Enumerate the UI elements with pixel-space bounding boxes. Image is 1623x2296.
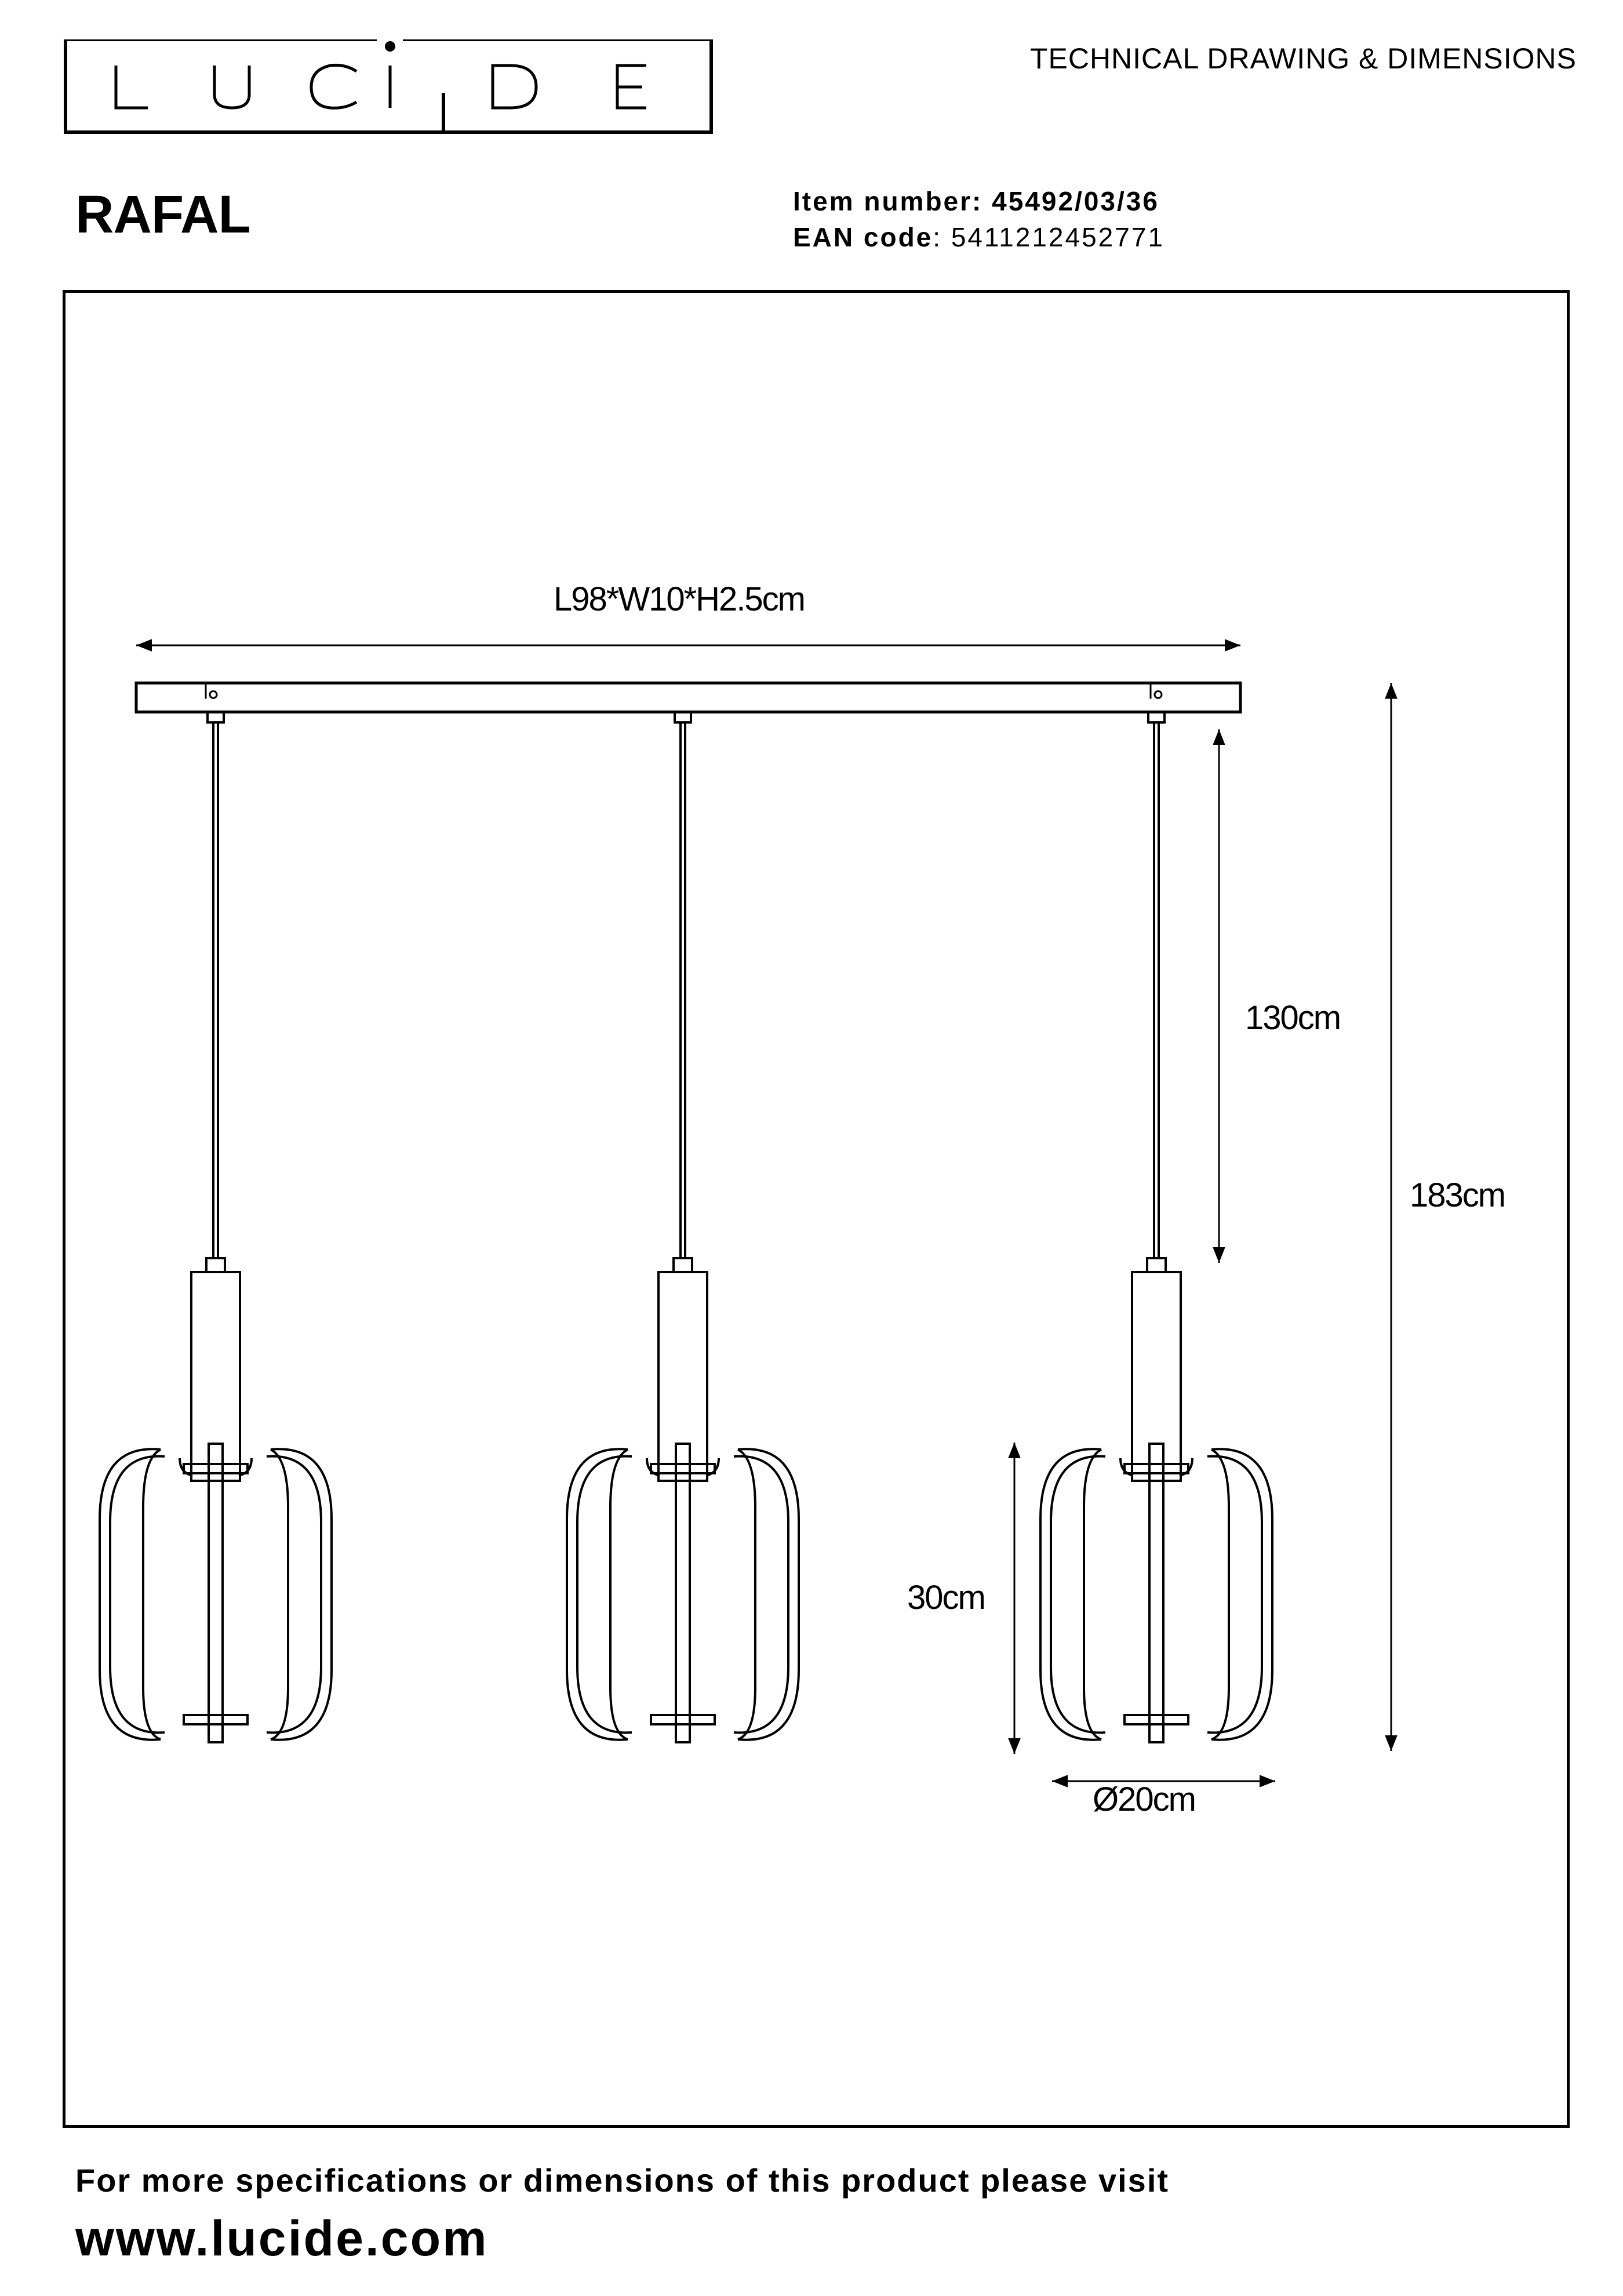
- lamp-holder: [658, 1272, 707, 1481]
- ceiling-bar: [136, 683, 1240, 712]
- total-height-label: 183cm: [1410, 1176, 1505, 1214]
- shade-outer-right: [1211, 1449, 1272, 1739]
- shade-diameter-label: Ø20cm: [1093, 1781, 1195, 1818]
- top-plate: [184, 1464, 248, 1473]
- pendant-2: [567, 712, 799, 1742]
- top-plate: [1125, 1464, 1188, 1473]
- holder-cap: [1147, 1258, 1166, 1272]
- shade-inner-right: [734, 1456, 788, 1733]
- shade-inner-left: [1051, 1456, 1105, 1733]
- center-rod: [1149, 1444, 1163, 1742]
- slat-left: [143, 1449, 161, 1739]
- slat-left: [610, 1449, 628, 1739]
- shade-outer-left: [567, 1449, 628, 1739]
- slat-left: [1084, 1449, 1101, 1739]
- pendant-3: [1040, 712, 1272, 1742]
- cable-length-label: 130cm: [1245, 999, 1341, 1037]
- lamp-holder: [1132, 1272, 1181, 1481]
- shade-inner-left: [110, 1456, 165, 1733]
- ean-code-label: EAN code: [793, 222, 933, 252]
- pendants-group: [100, 712, 1272, 1742]
- slat-right: [1211, 1449, 1229, 1739]
- ean-code-value: : 5411212452771: [933, 222, 1165, 252]
- bottom-plate: [651, 1715, 715, 1724]
- shade-outer-left: [1040, 1449, 1101, 1739]
- center-rod: [209, 1444, 223, 1742]
- bar-dimension-label: L98*W10*H2.5cm: [554, 580, 805, 618]
- cable-connector: [675, 712, 691, 722]
- item-number-label: Item number:: [793, 186, 983, 216]
- holder-cap: [674, 1258, 692, 1272]
- shade-inner-right: [1207, 1456, 1262, 1733]
- cable-connector: [208, 712, 224, 722]
- slat-right: [271, 1449, 288, 1739]
- holder-cap: [206, 1258, 225, 1272]
- shade-outer-left: [100, 1449, 161, 1739]
- footer-text: For more specifications or dimensions of this product please visit: [75, 2162, 1170, 2199]
- bottom-plate: [1125, 1715, 1188, 1724]
- cable-connector: [1148, 712, 1165, 722]
- item-number-value: 45492/03/36: [992, 186, 1159, 216]
- shade-outer-right: [738, 1449, 799, 1739]
- lamp-holder: [191, 1272, 240, 1481]
- top-plate: [651, 1464, 715, 1473]
- bottom-plate: [184, 1715, 248, 1724]
- pendant-1: [100, 712, 332, 1742]
- shade-inner-left: [577, 1456, 632, 1733]
- shade-inner-right: [267, 1456, 321, 1733]
- slat-right: [738, 1449, 755, 1739]
- shade-height-label: 30cm: [907, 1579, 985, 1616]
- product-name: RAFAL: [75, 185, 250, 244]
- shade-outer-right: [271, 1449, 332, 1739]
- center-rod: [676, 1444, 690, 1742]
- footer-url[interactable]: www.lucide.com: [75, 2211, 489, 2266]
- document-type-label: TECHNICAL DRAWING & DIMENSIONS: [1029, 42, 1577, 75]
